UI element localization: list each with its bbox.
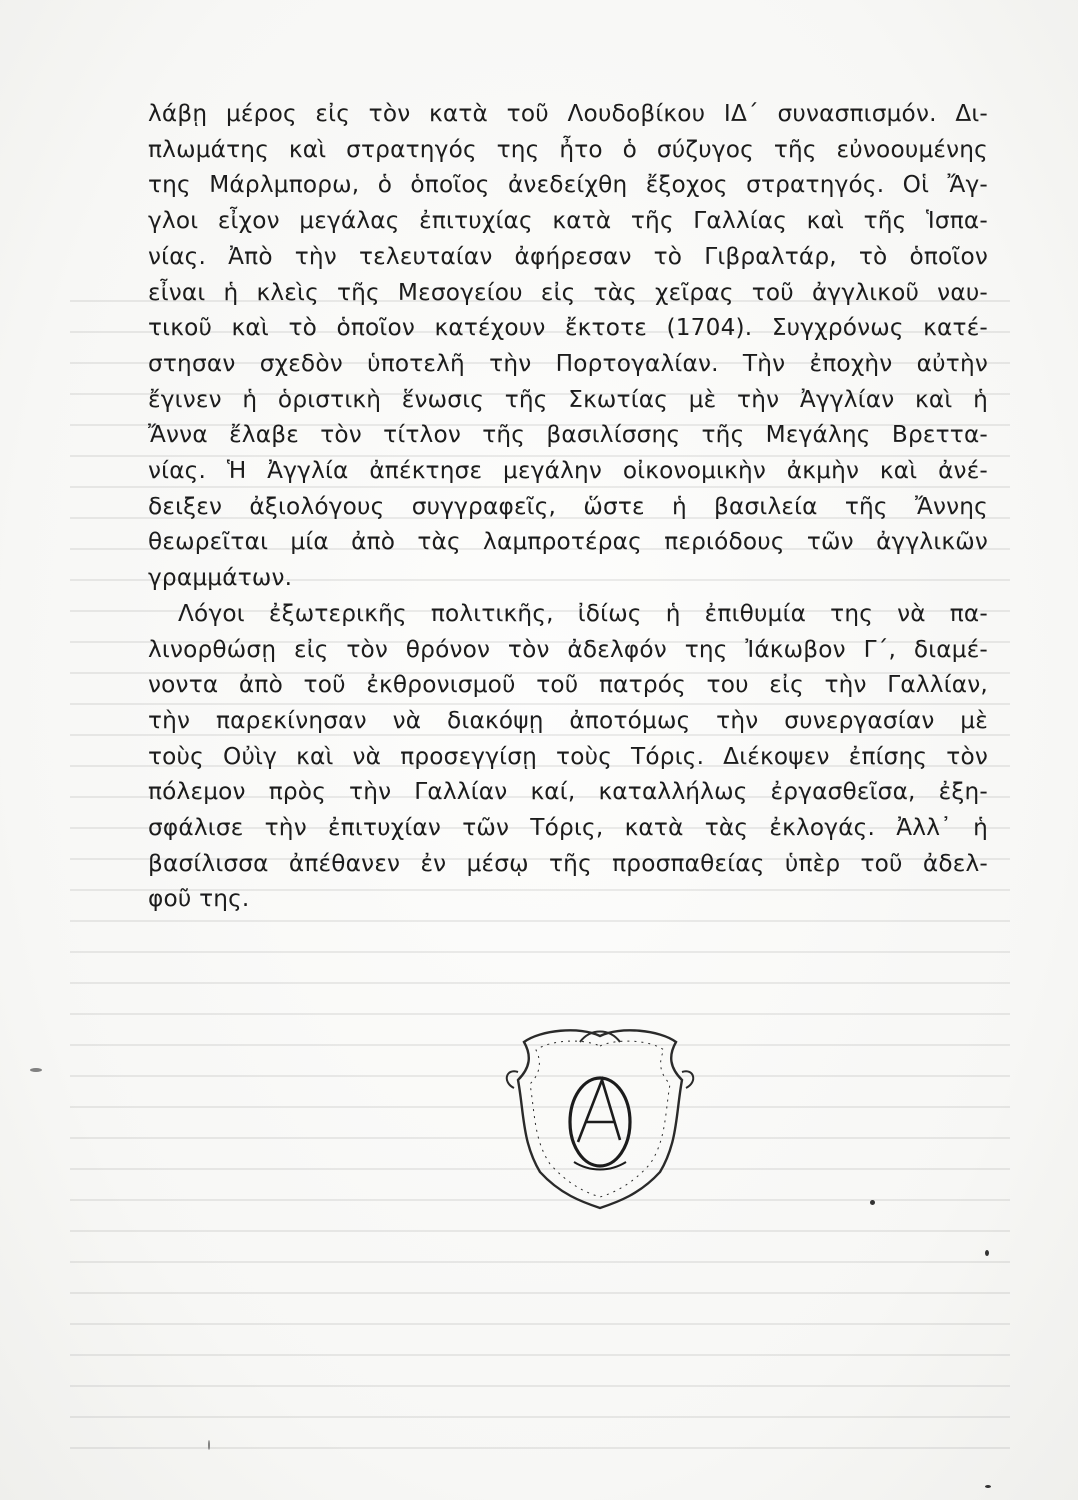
text-line: γραμμάτων.: [148, 564, 293, 592]
text-line: σφάλισε τὴν ἐπιτυχίαν τῶν Τόρις, κατὰ τὰς ἐκλογάς. Ἀλλ᾿ ἡ: [148, 814, 988, 842]
text-line: πόλεμον πρὸς τὴν Γαλλίαν καί, καταλλήλως ἐργασθεῖσα, ἐξη-: [148, 778, 988, 806]
text-line: νίας. Ἡ Ἀγγλία ἀπέκτησε μεγάλην οἰκονομικὴν ἀκμὴν καὶ ἀνέ-: [148, 457, 988, 485]
print-speck: [30, 1068, 42, 1072]
text-line: εἶναι ἡ κλεὶς τῆς Μεσογείου εἰς τὰς χεῖρας τοῦ ἀγγλικοῦ ναυ-: [148, 278, 988, 306]
text-line: της Μάρλμπορω, ὁ ὁποῖος ἀνεδείχθη ἔξοχος στρατηγός. Οἱ Ἄγ-: [148, 171, 988, 199]
print-speck: [985, 1250, 989, 1256]
text-line: στησαν σχεδὸν ὑποτελῆ τὴν Πορτογαλίαν. Τὴν ἐποχὴν αὐτὴν: [148, 349, 988, 377]
text-line: τὴν παρεκίνησαν νὰ διακόψῃ ἀποτόμως τὴν συνεργασίαν μὲ: [148, 706, 988, 734]
text-line: Ἄννα ἔλαβε τὸν τίτλον τῆς βασιλίσσης τῆς Μεγάλης Βρεττα-: [148, 421, 988, 449]
text-line: φοῦ της.: [148, 885, 250, 913]
text-line: τικοῦ καὶ τὸ ὁποῖον κατέχουν ἔκτοτε (1704). Συγχρόνως κατέ-: [148, 314, 988, 342]
text-line: τοὺς Οὐὶγ καὶ νὰ προσεγγίσῃ τοὺς Τόρις. Διέκοψεν ἐπίσης τὸν: [148, 742, 988, 770]
print-speck: [208, 1440, 210, 1450]
text-line: ἔγινεν ἡ ὁριστικὴ ἕνωσις τῆς Σκωτίας μὲ τὴν Ἀγγλίαν καὶ ἡ: [148, 385, 988, 413]
text-line: νοντα ἀπὸ τοῦ ἐκθρονισμοῦ τοῦ πατρός του εἰς τὴν Γαλλίαν,: [148, 671, 988, 699]
paragraph-start-line: Λόγοι ἐξωτερικῆς πολιτικῆς, ἰδίως ἡ ἐπιθυμία της νὰ πα-: [178, 599, 988, 627]
text-line: γλοι εἶχον μεγάλας ἐπιτυχίας κατὰ τῆς Γαλλίας καὶ τῆς Ἱσπα-: [148, 207, 988, 235]
text-line: θεωρεῖται μία ἀπὸ τὰς λαμπροτέρας περιόδους τῶν ἀγγλικῶν: [148, 528, 988, 556]
text-line: πλωμάτης καὶ στρατηγός της ἦτο ὁ σύζυγος τῆς εὐνοουμένης: [148, 135, 988, 163]
text-line: λάβῃ μέρος εἰς τὸν κατὰ τοῦ Λουδοβίκου ΙΔ΄ συνασπισμόν. Δι-: [148, 100, 988, 127]
shield-ornament-icon: [500, 1022, 700, 1212]
print-speck: [985, 1485, 991, 1488]
text-line: νίας. Ἀπὸ τὴν τελευταίαν ἀφήρεσαν τὸ Γιβραλτάρ, τὸ ὁποῖον: [148, 242, 988, 270]
text-line: βασίλισσα ἀπέθανεν ἐν μέσῳ τῆς προσπαθείας ὑπὲρ τοῦ ἀδελ-: [148, 849, 988, 877]
body-text: [148, 96, 988, 917]
text-line: λινορθώσῃ εἰς τὸν θρόνον τὸν ἀδελφόν της Ἰάκωβον Γ΄, διαμέ-: [148, 635, 988, 663]
print-speck: [870, 1200, 875, 1205]
text-line: δειξεν ἀξιολόγους συγγραφεῖς, ὥστε ἡ βασιλεία τῆς Ἄννης: [148, 492, 988, 520]
